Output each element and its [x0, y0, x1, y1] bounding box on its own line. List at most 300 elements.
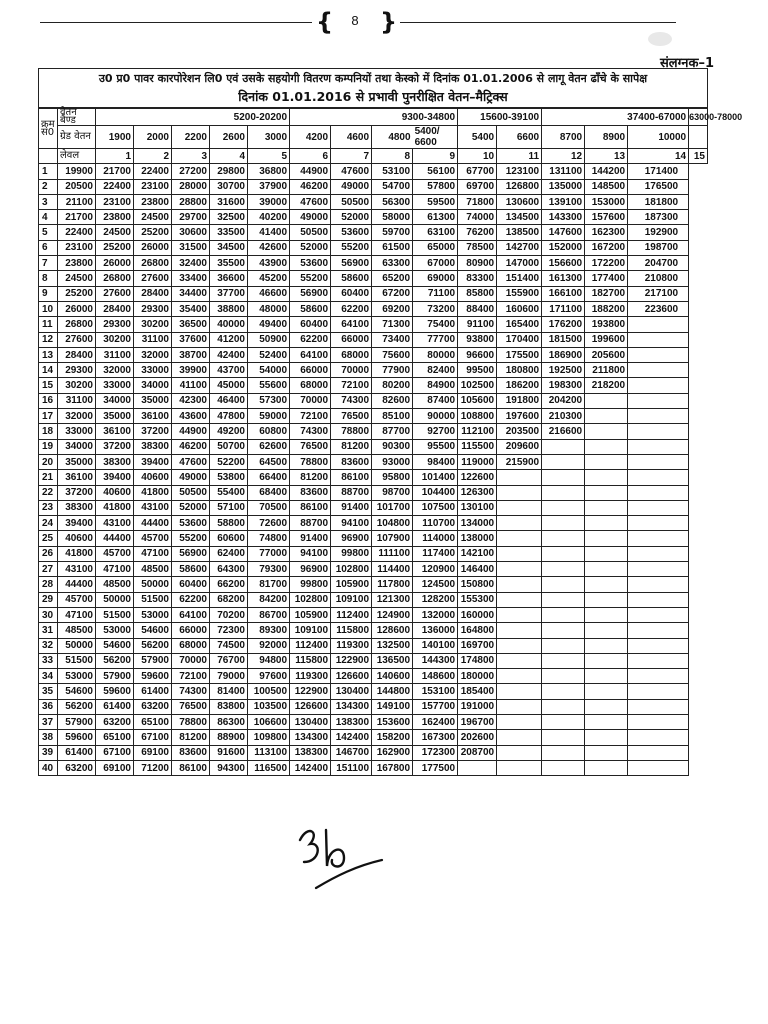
pay-cell: 134300 — [331, 699, 372, 714]
table-row — [39, 409, 708, 424]
pay-cell — [585, 684, 628, 699]
pay-cell: 43100 — [134, 500, 172, 515]
pay-cell: 38300 — [134, 439, 172, 454]
pay-cell — [628, 760, 689, 775]
pay-cell — [585, 638, 628, 653]
pay-cell: 35000 — [96, 409, 134, 424]
pay-cell: 53600 — [172, 516, 210, 531]
pay-cell — [542, 607, 585, 622]
level-number: 7 — [331, 149, 372, 164]
pay-cell — [628, 454, 689, 469]
row-number: 8 — [39, 271, 58, 286]
pay-cell: 40000 — [210, 317, 248, 332]
pay-cell: 81200 — [172, 730, 210, 745]
pay-cell: 39900 — [172, 363, 210, 378]
pay-cell: 175500 — [497, 347, 542, 362]
pay-cell — [497, 684, 542, 699]
pay-cell: 45700 — [96, 546, 134, 561]
pay-cell: 29800 — [210, 164, 248, 179]
pay-cell — [458, 760, 497, 775]
pay-cell: 193800 — [585, 317, 628, 332]
pay-cell — [585, 439, 628, 454]
table-row — [39, 485, 708, 500]
pay-cell — [542, 699, 585, 714]
pay-cell: 104400 — [413, 485, 458, 500]
pay-cell: 166100 — [542, 286, 585, 301]
table-row — [39, 424, 708, 439]
pay-cell: 114400 — [372, 562, 413, 577]
pay-cell: 41100 — [172, 378, 210, 393]
pay-cell: 150800 — [458, 577, 497, 592]
pay-cell: 37200 — [96, 439, 134, 454]
pay-cell: 23800 — [134, 194, 172, 209]
pay-cell: 140600 — [372, 669, 413, 684]
pay-cell: 102800 — [290, 592, 331, 607]
pay-cell: 78800 — [290, 454, 331, 469]
pay-cell: 152000 — [542, 240, 585, 255]
pay-cell: 149100 — [372, 699, 413, 714]
level-number: 9 — [413, 149, 458, 164]
pay-cell: 94100 — [331, 516, 372, 531]
pay-cell: 52000 — [290, 240, 331, 255]
pay-cell: 40600 — [96, 485, 134, 500]
pay-cell: 109100 — [290, 623, 331, 638]
annexure-label: संलग्नक–1 — [660, 56, 714, 71]
pay-cell: 21700 — [58, 210, 96, 225]
row-number: 40 — [39, 760, 58, 775]
pay-cell: 47600 — [331, 164, 372, 179]
pay-cell: 88700 — [331, 485, 372, 500]
pay-cell: 23800 — [96, 210, 134, 225]
pay-cell: 22400 — [58, 225, 96, 240]
pay-cell: 86300 — [210, 714, 248, 729]
pay-cell: 45200 — [248, 271, 290, 286]
pay-cell: 63200 — [96, 714, 134, 729]
pay-cell: 208700 — [458, 745, 497, 760]
pay-cell: 34000 — [134, 378, 172, 393]
pay-cell: 53600 — [331, 225, 372, 240]
pay-cell — [497, 577, 542, 592]
pay-cell: 204200 — [542, 393, 585, 408]
row-number: 1 — [39, 164, 58, 179]
pay-cell: 33000 — [58, 424, 96, 439]
pay-cell: 112400 — [331, 607, 372, 622]
pay-cell: 63100 — [413, 225, 458, 240]
pay-cell: 67700 — [458, 164, 497, 179]
pay-cell: 52200 — [210, 454, 248, 469]
pay-cell — [628, 378, 689, 393]
pay-cell: 63300 — [372, 256, 413, 271]
pay-cell: 47600 — [172, 454, 210, 469]
table-row — [39, 470, 708, 485]
pay-cell: 85800 — [458, 286, 497, 301]
row-number: 3 — [39, 194, 58, 209]
table-row — [39, 256, 708, 271]
pay-cell: 60400 — [172, 577, 210, 592]
row-number: 27 — [39, 562, 58, 577]
pay-cell: 61400 — [58, 745, 96, 760]
pay-cell: 57300 — [248, 393, 290, 408]
pay-cell: 57800 — [413, 179, 458, 194]
pay-cell: 99800 — [290, 577, 331, 592]
pay-cell: 60400 — [331, 286, 372, 301]
pay-cell: 217100 — [628, 286, 689, 301]
pay-cell: 57900 — [134, 653, 172, 668]
pay-cell: 43100 — [96, 516, 134, 531]
pay-cell: 98400 — [413, 454, 458, 469]
pay-cell: 80000 — [413, 347, 458, 362]
pay-cell: 72600 — [248, 516, 290, 531]
pay-cell: 93800 — [458, 332, 497, 347]
pay-cell — [542, 714, 585, 729]
pay-cell: 50500 — [331, 194, 372, 209]
pay-cell: 35000 — [134, 393, 172, 408]
pay-cell: 59600 — [58, 730, 96, 745]
row-number: 5 — [39, 225, 58, 240]
pay-cell: 160000 — [458, 607, 497, 622]
pay-cell: 138500 — [497, 225, 542, 240]
pay-cell: 112400 — [290, 638, 331, 653]
pay-cell: 120900 — [413, 562, 458, 577]
pay-cell: 180000 — [458, 669, 497, 684]
pay-cell: 132500 — [372, 638, 413, 653]
pay-cell: 54000 — [248, 363, 290, 378]
pay-cell: 55200 — [290, 271, 331, 286]
pay-cell: 155900 — [497, 286, 542, 301]
row-number: 26 — [39, 546, 58, 561]
pay-cell: 107900 — [372, 531, 413, 546]
pay-cell: 29700 — [172, 210, 210, 225]
pay-cell: 71300 — [372, 317, 413, 332]
pay-cell: 46400 — [210, 393, 248, 408]
pay-cell: 114000 — [413, 531, 458, 546]
row-number: 18 — [39, 424, 58, 439]
pay-cell — [497, 745, 542, 760]
pay-cell: 147000 — [497, 256, 542, 271]
row-number: 9 — [39, 286, 58, 301]
pay-cell: 99800 — [331, 546, 372, 561]
table-row — [39, 332, 708, 347]
page-number: 8 — [351, 13, 359, 28]
pay-cell: 86700 — [248, 607, 290, 622]
pay-cell: 122900 — [331, 653, 372, 668]
pay-cell: 84200 — [248, 592, 290, 607]
pay-cell: 57900 — [96, 669, 134, 684]
pay-cell: 170400 — [497, 332, 542, 347]
pay-cell: 66200 — [210, 577, 248, 592]
pay-cell: 91400 — [290, 531, 331, 546]
pay-cell: 31100 — [58, 393, 96, 408]
row-number: 6 — [39, 240, 58, 255]
row-number: 4 — [39, 210, 58, 225]
pay-cell: 36500 — [172, 317, 210, 332]
pay-cell: 46200 — [290, 179, 331, 194]
pay-cell — [628, 500, 689, 515]
pay-cell: 135000 — [542, 179, 585, 194]
pay-cell — [585, 653, 628, 668]
pay-cell: 136000 — [413, 623, 458, 638]
level-number: 15 — [689, 149, 708, 164]
row-number: 24 — [39, 516, 58, 531]
pay-cell — [585, 745, 628, 760]
pay-cell: 19900 — [58, 164, 96, 179]
pay-cell: 41800 — [134, 485, 172, 500]
pay-cell: 153000 — [585, 194, 628, 209]
pay-cell: 126300 — [458, 485, 497, 500]
table-row — [39, 730, 708, 745]
pay-cell: 144300 — [413, 653, 458, 668]
pay-cell: 134300 — [290, 730, 331, 745]
pay-cell: 52000 — [331, 210, 372, 225]
grade-pay-cell: 8900 — [585, 126, 628, 149]
pay-cell: 167300 — [413, 730, 458, 745]
pay-cell: 50500 — [290, 225, 331, 240]
pay-cell: 40600 — [134, 470, 172, 485]
pay-cell: 86100 — [331, 470, 372, 485]
pay-cell: 62200 — [290, 332, 331, 347]
pay-cell: 130600 — [497, 194, 542, 209]
row-number: 35 — [39, 684, 58, 699]
pay-cell: 97600 — [248, 669, 290, 684]
grade-pay-cell: 4600 — [331, 126, 372, 149]
pay-cell: 23100 — [96, 194, 134, 209]
pay-cell: 36100 — [134, 409, 172, 424]
pay-cell: 33000 — [96, 378, 134, 393]
grade-pay-label: ग्रेड वेतन — [58, 126, 96, 149]
grade-pay-header-row — [39, 126, 708, 149]
pay-cell — [628, 592, 689, 607]
level-number: 13 — [585, 149, 628, 164]
pay-cell — [628, 516, 689, 531]
pay-cell: 91600 — [210, 745, 248, 760]
pay-cell: 56100 — [413, 164, 458, 179]
row-number: 30 — [39, 607, 58, 622]
pay-cell: 50700 — [210, 439, 248, 454]
pay-cell: 22400 — [96, 179, 134, 194]
table-row — [39, 179, 708, 194]
pay-cell: 61400 — [134, 684, 172, 699]
pay-cell: 34000 — [58, 439, 96, 454]
pay-cell: 92700 — [413, 424, 458, 439]
pay-cell — [628, 623, 689, 638]
pay-cell — [628, 546, 689, 561]
pay-cell: 96900 — [290, 562, 331, 577]
pay-cell — [628, 638, 689, 653]
pay-cell: 37200 — [134, 424, 172, 439]
pay-cell: 91100 — [458, 317, 497, 332]
pay-cell: 192900 — [628, 225, 689, 240]
handwritten-signature — [286, 818, 396, 898]
pay-cell: 45700 — [134, 531, 172, 546]
pay-cell: 82600 — [372, 393, 413, 408]
pay-cell: 111100 — [372, 546, 413, 561]
pay-cell — [542, 546, 585, 561]
pay-cell: 63200 — [134, 699, 172, 714]
pay-cell: 83600 — [290, 485, 331, 500]
pay-cell: 136500 — [372, 653, 413, 668]
row-number: 22 — [39, 485, 58, 500]
pay-cell: 50000 — [96, 592, 134, 607]
pay-cell: 169700 — [458, 638, 497, 653]
pay-cell: 69100 — [96, 760, 134, 775]
pay-cell: 26000 — [134, 240, 172, 255]
pay-cell: 37900 — [248, 179, 290, 194]
pay-cell: 30600 — [172, 225, 210, 240]
pay-cell: 64100 — [331, 317, 372, 332]
pay-cell: 181800 — [628, 194, 689, 209]
pay-cell: 198300 — [542, 378, 585, 393]
pay-cell — [628, 531, 689, 546]
pay-cell: 174800 — [458, 653, 497, 668]
pay-cell: 69000 — [413, 271, 458, 286]
pay-cell: 67100 — [134, 730, 172, 745]
table-row — [39, 454, 708, 469]
pay-cell: 27200 — [172, 164, 210, 179]
pay-cell: 79000 — [210, 669, 248, 684]
pay-cell: 197600 — [497, 409, 542, 424]
pay-cell: 117400 — [413, 546, 458, 561]
pay-cell: 60400 — [290, 317, 331, 332]
pay-cell — [542, 516, 585, 531]
pay-cell: 115500 — [458, 439, 497, 454]
pay-cell: 34500 — [210, 240, 248, 255]
pay-cell: 49000 — [172, 470, 210, 485]
pay-cell: 46200 — [172, 439, 210, 454]
pay-cell — [542, 454, 585, 469]
pay-cell: 49000 — [290, 210, 331, 225]
pay-cell: 105900 — [331, 577, 372, 592]
pay-cell: 35500 — [210, 256, 248, 271]
pay-cell: 67200 — [372, 286, 413, 301]
table-row — [39, 531, 708, 546]
pay-cell: 34000 — [96, 393, 134, 408]
pay-band-5: 63000-78000 — [689, 109, 708, 126]
pay-cell: 56200 — [96, 653, 134, 668]
header-rule-right — [400, 22, 676, 23]
pay-cell: 23100 — [134, 179, 172, 194]
table-row — [39, 699, 708, 714]
pay-cell: 146700 — [331, 745, 372, 760]
pay-cell: 198700 — [628, 240, 689, 255]
pay-cell: 95800 — [372, 470, 413, 485]
level-number: 5 — [248, 149, 290, 164]
pay-cell: 74000 — [458, 210, 497, 225]
pay-cell: 31100 — [134, 332, 172, 347]
level-number: 14 — [628, 149, 689, 164]
pay-cell: 31500 — [172, 240, 210, 255]
pay-cell: 65100 — [96, 730, 134, 745]
pay-cell — [585, 454, 628, 469]
header-rule-left — [40, 22, 312, 23]
table-row — [39, 745, 708, 760]
pay-cell — [542, 669, 585, 684]
pay-cell — [585, 424, 628, 439]
table-row — [39, 653, 708, 668]
pay-cell — [628, 317, 689, 332]
pay-cell: 88400 — [458, 301, 497, 316]
pay-cell — [497, 653, 542, 668]
pay-cell: 58600 — [290, 301, 331, 316]
pay-cell: 27600 — [134, 271, 172, 286]
pay-cell: 162900 — [372, 745, 413, 760]
pay-cell: 41800 — [96, 500, 134, 515]
level-number: 6 — [290, 149, 331, 164]
pay-cell: 113100 — [248, 745, 290, 760]
pay-cell: 56200 — [58, 699, 96, 714]
pay-cell: 108800 — [458, 409, 497, 424]
level-number: 2 — [134, 149, 172, 164]
pay-cell: 95500 — [413, 439, 458, 454]
pay-cell: 44400 — [134, 516, 172, 531]
pay-cell: 86100 — [172, 760, 210, 775]
pay-cell — [628, 577, 689, 592]
pay-cell: 196700 — [458, 714, 497, 729]
grade-pay-cell: 4800 — [372, 126, 413, 149]
pay-cell: 119300 — [331, 638, 372, 653]
pay-cell: 47100 — [96, 562, 134, 577]
pay-cell: 89300 — [248, 623, 290, 638]
pay-cell: 67100 — [96, 745, 134, 760]
pay-cell: 144200 — [585, 164, 628, 179]
grade-pay-cell: 5400/ 6600 — [413, 126, 458, 149]
pay-cell: 36100 — [58, 470, 96, 485]
row-number: 36 — [39, 699, 58, 714]
table-row — [39, 516, 708, 531]
pay-cell: 153600 — [372, 714, 413, 729]
pay-cell — [628, 669, 689, 684]
pay-cell — [628, 745, 689, 760]
pay-cell: 94800 — [248, 653, 290, 668]
pay-cell: 138300 — [290, 745, 331, 760]
pay-cell: 153100 — [413, 684, 458, 699]
pay-cell: 52400 — [248, 347, 290, 362]
pay-cell: 147600 — [542, 225, 585, 240]
pay-band-label: वेतन बैण्ड — [58, 109, 96, 126]
pay-cell: 77700 — [413, 332, 458, 347]
table-row — [39, 669, 708, 684]
pay-cell — [497, 516, 542, 531]
pay-cell — [585, 607, 628, 622]
pay-cell — [585, 592, 628, 607]
row-number: 7 — [39, 256, 58, 271]
level-number: 8 — [372, 149, 413, 164]
row-number: 10 — [39, 301, 58, 316]
pay-cell: 157700 — [413, 699, 458, 714]
pay-cell: 90000 — [413, 409, 458, 424]
pay-cell — [497, 592, 542, 607]
pay-cell — [585, 577, 628, 592]
pay-cell: 59600 — [134, 669, 172, 684]
pay-cell — [542, 638, 585, 653]
pay-cell: 33000 — [134, 363, 172, 378]
pay-cell: 138000 — [458, 531, 497, 546]
pay-cell: 26800 — [96, 271, 134, 286]
pay-cell: 121300 — [372, 592, 413, 607]
pay-cell: 32400 — [172, 256, 210, 271]
pay-cell — [628, 730, 689, 745]
pay-cell: 39400 — [58, 516, 96, 531]
pay-cell: 51500 — [96, 607, 134, 622]
pay-cell: 37700 — [210, 286, 248, 301]
table-row — [39, 347, 708, 362]
level-number: 3 — [172, 149, 210, 164]
pay-cell: 176200 — [542, 317, 585, 332]
pay-cell: 177400 — [585, 271, 628, 286]
pay-cell: 64100 — [290, 347, 331, 362]
level-index-corner — [39, 149, 58, 164]
pay-cell: 32000 — [96, 363, 134, 378]
pay-cell: 38300 — [96, 454, 134, 469]
